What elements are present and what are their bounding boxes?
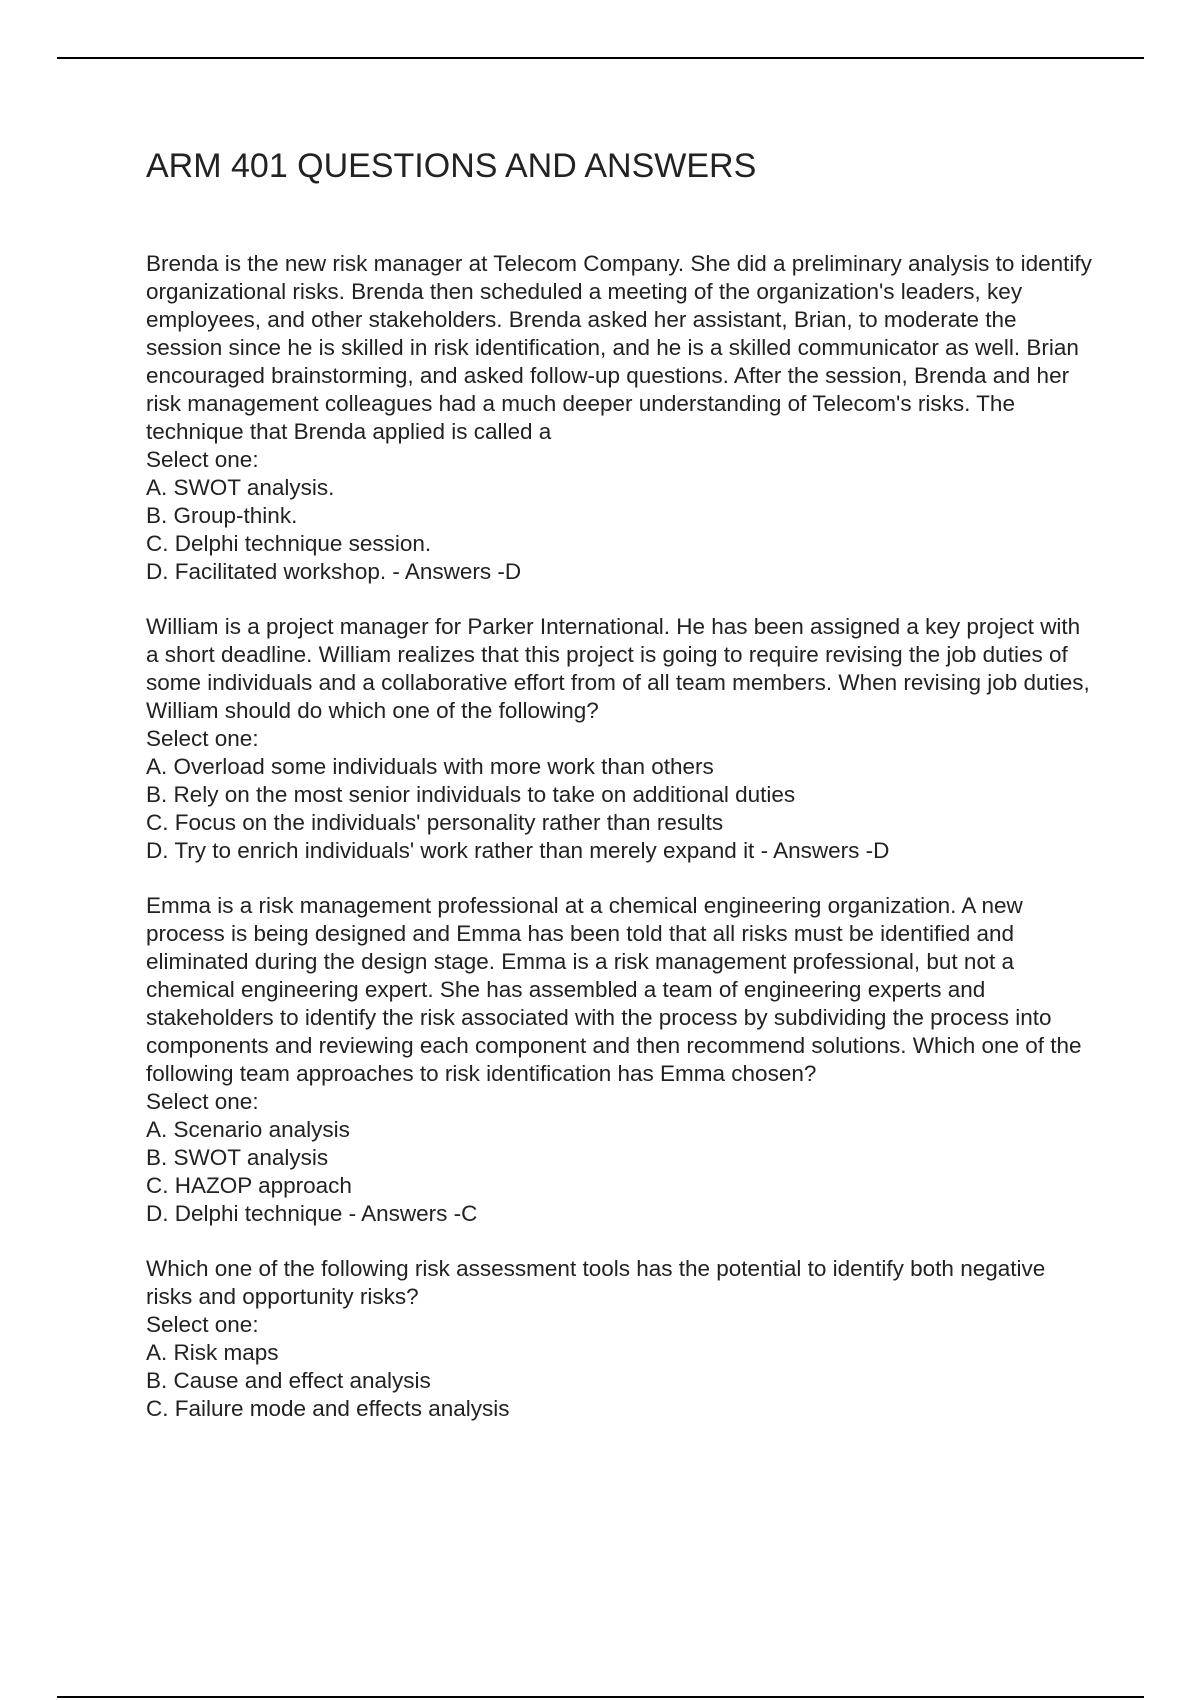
question-3 [146,892,1096,1228]
option-b: B. SWOT analysis [146,1145,329,1170]
option-c: C. HAZOP approach [146,1173,352,1198]
select-one-label: Select one: [146,447,259,472]
option-c: C. Delphi technique session. [146,531,432,556]
question-stem: Brenda is the new risk manager at Telecom Company. She did a preliminary analysis to identify organizational risks. Brenda then scheduled a meeting of the organization's leaders, key employees, and other stakeholders. Brenda asked her assistant, Brian, to moderate the session since he is skilled in risk identification, and he is a skilled communicator as well. Brian encouraged brainstorming, and asked follow-up questions. After the session, Brenda and her risk management colleagues had a much deeper understanding of Telecom's risks. The technique that Brenda applied is called a [146,251,1092,444]
option-c: C. Failure mode and effects analysis [146,1396,510,1421]
question-stem: Which one of the following risk assessment tools has the potential to identify both negative risks and opportunity risks? [146,1256,1046,1309]
question-4 [146,1255,1096,1423]
option-b: B. Group-think. [146,503,298,528]
question-2 [146,613,1096,865]
page-title: ARM 401 QUESTIONS AND ANSWERS [146,147,757,185]
option-b: B. Rely on the most senior individuals to take on additional duties [146,782,796,807]
option-a: A. Scenario analysis [146,1117,350,1142]
document-body [146,142,1096,1450]
option-b: B. Cause and effect analysis [146,1368,431,1393]
bottom-rule [57,1696,1144,1698]
option-a: A. SWOT analysis. [146,475,335,500]
question-1 [146,250,1096,586]
select-one-label: Select one: [146,1089,259,1114]
option-a: A. Risk maps [146,1340,279,1365]
question-stem: William is a project manager for Parker International. He has been assigned a key project with a short deadline. William realizes that this project is going to require revising the job duties of some individuals and a collaborative effort from of all team members. When revising job duties, William should do which one of the following? [146,614,1090,723]
option-a: A. Overload some individuals with more work than others [146,754,714,779]
select-one-label: Select one: [146,726,259,751]
select-one-label: Select one: [146,1312,259,1337]
option-c: C. Focus on the individuals' personality rather than results [146,810,724,835]
question-stem: Emma is a risk management professional at a chemical engineering organization. A new process is being designed and Emma has been told that all risks must be identified and eliminated during the design stage. Emma is a risk management professional, but not a chemical engineering expert. She has assembled a team of engineering experts and stakeholders to identify the risk associated with the process by subdividing the process into components and reviewing each component and then recommend solutions. Which one of the following team approaches to risk identification has Emma chosen? [146,893,1082,1086]
option-d-with-answer: D. Try to enrich individuals' work rather than merely expand it - Answers -D [146,838,890,863]
option-d-with-answer: D. Facilitated workshop. - Answers -D [146,559,522,584]
option-d-with-answer: D. Delphi technique - Answers -C [146,1201,478,1226]
top-rule [57,57,1144,59]
